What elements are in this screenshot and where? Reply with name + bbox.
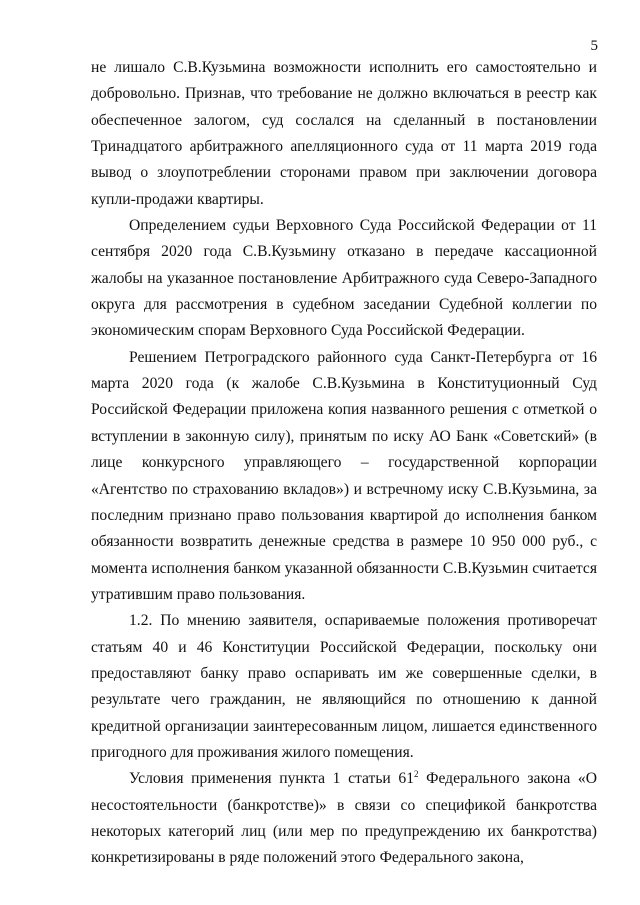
paragraph-supreme-court-ruling: Определением судьи Верховного Суда Российской Федерации от 11 сентября 2020 года С.В.Кузьмину отказано в передаче кассационной жалобы на указанное постановление Арбитражного суда Северо-Западного округа для рассмотрения в судебном заседании Судебной коллегии по экономическим спорам Верховного Суда Российской Федерации. [91,217,597,340]
paragraph-conditions-end: Федерального закона «О несостоятельности (банкротстве)» в связи со спецификой банкротства некоторых категорий лиц (или мер по предупреждению их банкротства) конкретизированы в ряде положений этого Федерального закона, [91,770,597,867]
paragraph-district-court-decision: Решением Петроградского районного суда Санкт-Петербурга от 16 марта 2020 года (к жалобе С.В.Кузьмина в Конституционный Суд Российской Федерации приложена копия названного решения с отметкой о вступлении в законную силу), принятым по иску АО Банк «Советский» (в лице конкурсного управляющего – государственной корпорации «Агентство по страхованию вкладов») и встречному иску С.В.Кузьмина, за последним признано право пользования квартирой до исполнения банком обязанности возвратить денежные средства в размере 10 950 000 руб., с момента исполнения банком указанной обязанности С.В.Кузьмин считается утратившим право пользования. [91,348,598,603]
article-superscript: 2 [414,769,419,780]
paragraph-conditions [91,766,597,871]
paragraph-conditions-start: Условия применения пункта 1 статьи 61 [129,770,415,788]
paragraph-continuation: не лишало С.В.Кузьмина возможности исполнить его самостоятельно и добровольно. Признав, что требование не должно включаться в реестр как обеспеченное залогом, суд сослался на сделанный в постановлении Тринадцатого арбитражного апелляционного суда от 11 марта 2019 года вывод о злоупотреблении сторонами правом при заключении договора купли-продажи квартиры. [91,59,597,208]
document-body [91,55,597,872]
page-number: 5 [590,38,598,54]
paragraph-applicant-opinion: 1.2. По мнению заявителя, оспариваемые положения противоречат статьям 40 и 46 Конституции Российской Федерации, поскольку они предоставляют банку право оспаривать им же совершенные сделки, в результате чего гражданин, не являющийся по отношению к данной кредитной организации заинтересованным лицом, лишается единственного пригодного для проживания жилого помещения. [91,612,597,761]
